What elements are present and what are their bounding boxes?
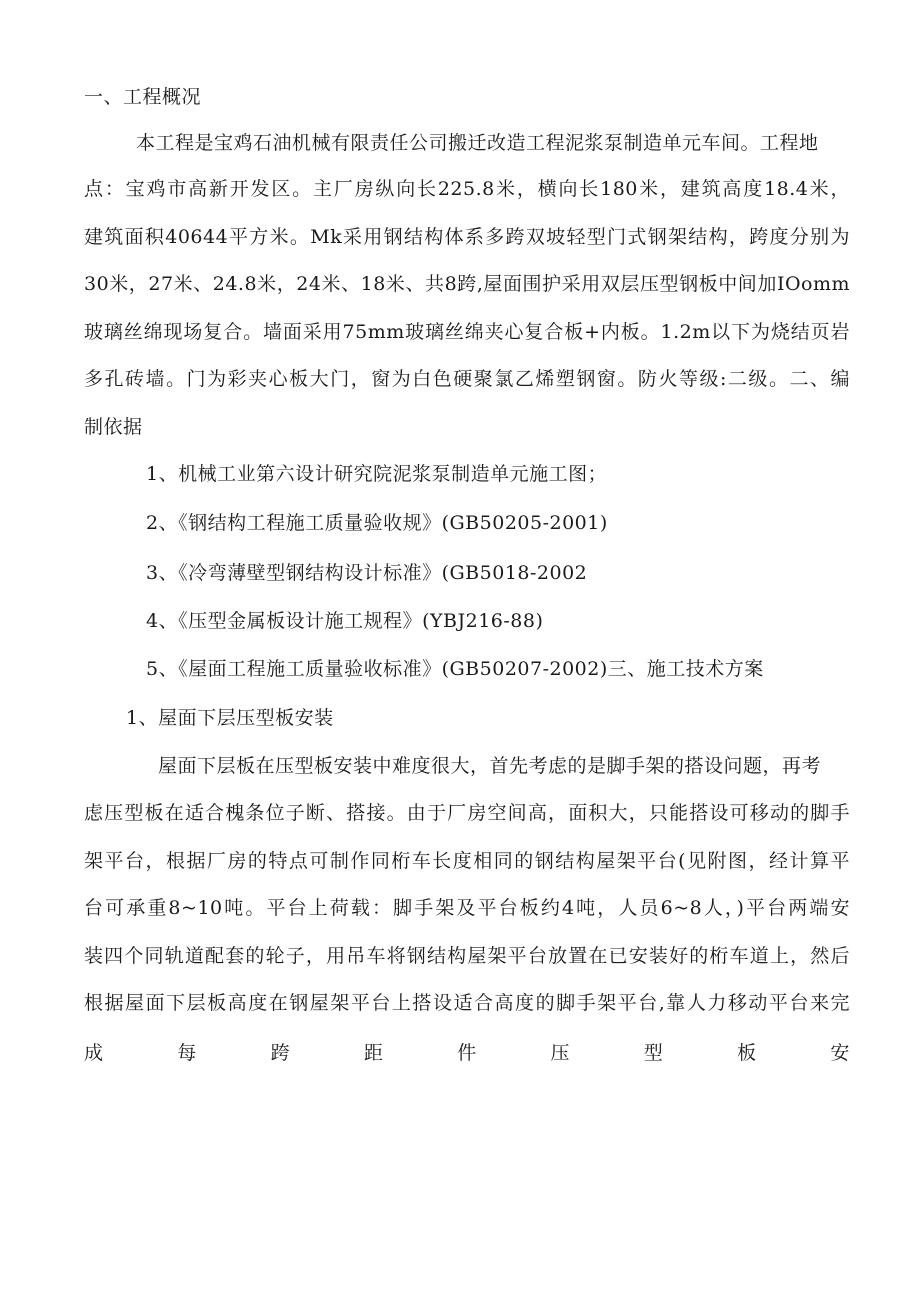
last-line-char: 跨	[270, 1042, 291, 1064]
overview-line: 点：宝鸡市高新开发区。主厂房纵向长225.8米，横向长180米，建筑高度18.4米，	[84, 178, 850, 200]
install-line: 虑压型板在适合槐条位子断、搭接。由于厂房空间高，面积大，只能搭设可移动的脚手	[84, 802, 850, 824]
basis-item: 3、《冷弯薄壁型钢结构设计标准》(GB5018-2002	[146, 562, 588, 584]
overview-line: 玻璃丝绵现场复合。墙面采用75mm玻璃丝绵夹心复合板+内板。1.2m以下为烧结页岩	[84, 321, 850, 343]
last-line-char: 件	[457, 1042, 477, 1064]
install-line: 根据屋面下层板高度在钢屋架平台上搭设适合高度的脚手架平台,靠人力移动平台来完	[84, 992, 850, 1014]
last-line-char: 型	[643, 1042, 664, 1064]
basis-item: 4、《压型金属板设计施工规程》(YBJ216-88)	[146, 610, 544, 632]
install-last-line	[84, 1040, 850, 1066]
install-line: 屋面下层板在压型板安装中难度很大，首先考虑的是脚手架的搭设问题，再考	[158, 755, 822, 777]
overview-line: 本工程是宝鸡石油机械有限责任公司搬迁改造工程泥浆泵制造单元车间。工程地	[136, 132, 819, 154]
basis-item: 1、机械工业第六设计研究院泥浆泵制造单元施工图；	[146, 463, 608, 485]
last-line-char: 板	[737, 1042, 757, 1064]
overview-line: 多孔砖墙。门为彩夹心板大门，窗为白色硬聚氯乙烯塑钢窗。防火等级:二级。二、编	[84, 368, 850, 390]
overview-line: 建筑面积40644平方米。Mk采用钢结构体系多跨双坡轻型门式钢架结构，跨度分别为	[84, 226, 850, 248]
last-line-char: 压	[550, 1042, 570, 1064]
overview-line: 制依据	[84, 416, 143, 438]
basis-item: 2、《钢结构工程施工质量验收规》(GB50205-2001)	[146, 512, 608, 534]
subsection-heading: 1、屋面下层压型板安装	[126, 707, 334, 729]
overview-line: 30米，27米、24.8米，24米、18米、共8跨,屋面围护采用双层压型钢板中间加IOomm	[84, 273, 850, 295]
section-heading-overview: 一、工程概况	[84, 86, 202, 108]
last-line-char: 距	[363, 1042, 384, 1064]
last-line-char: 安	[830, 1042, 850, 1064]
install-line: 架平台，根据厂房的特点可制作同桁车长度相同的钢结构屋架平台(见附图，经计算平	[84, 850, 850, 872]
install-line: 台可承重8~10吨。平台上荷载：脚手架及平台板约4吨，人员6~8人，)平台两端安	[84, 897, 850, 919]
last-line-char: 每	[177, 1042, 197, 1064]
basis-item: 5、《屋面工程施工质量验收标准》(GB50207-2002)三、施工技术方案	[146, 658, 764, 680]
install-line: 装四个同轨道配套的轮子，用吊车将钢结构屋架平台放置在已安装好的桁车道上，然后	[84, 945, 850, 967]
last-line-char: 成	[84, 1042, 104, 1064]
